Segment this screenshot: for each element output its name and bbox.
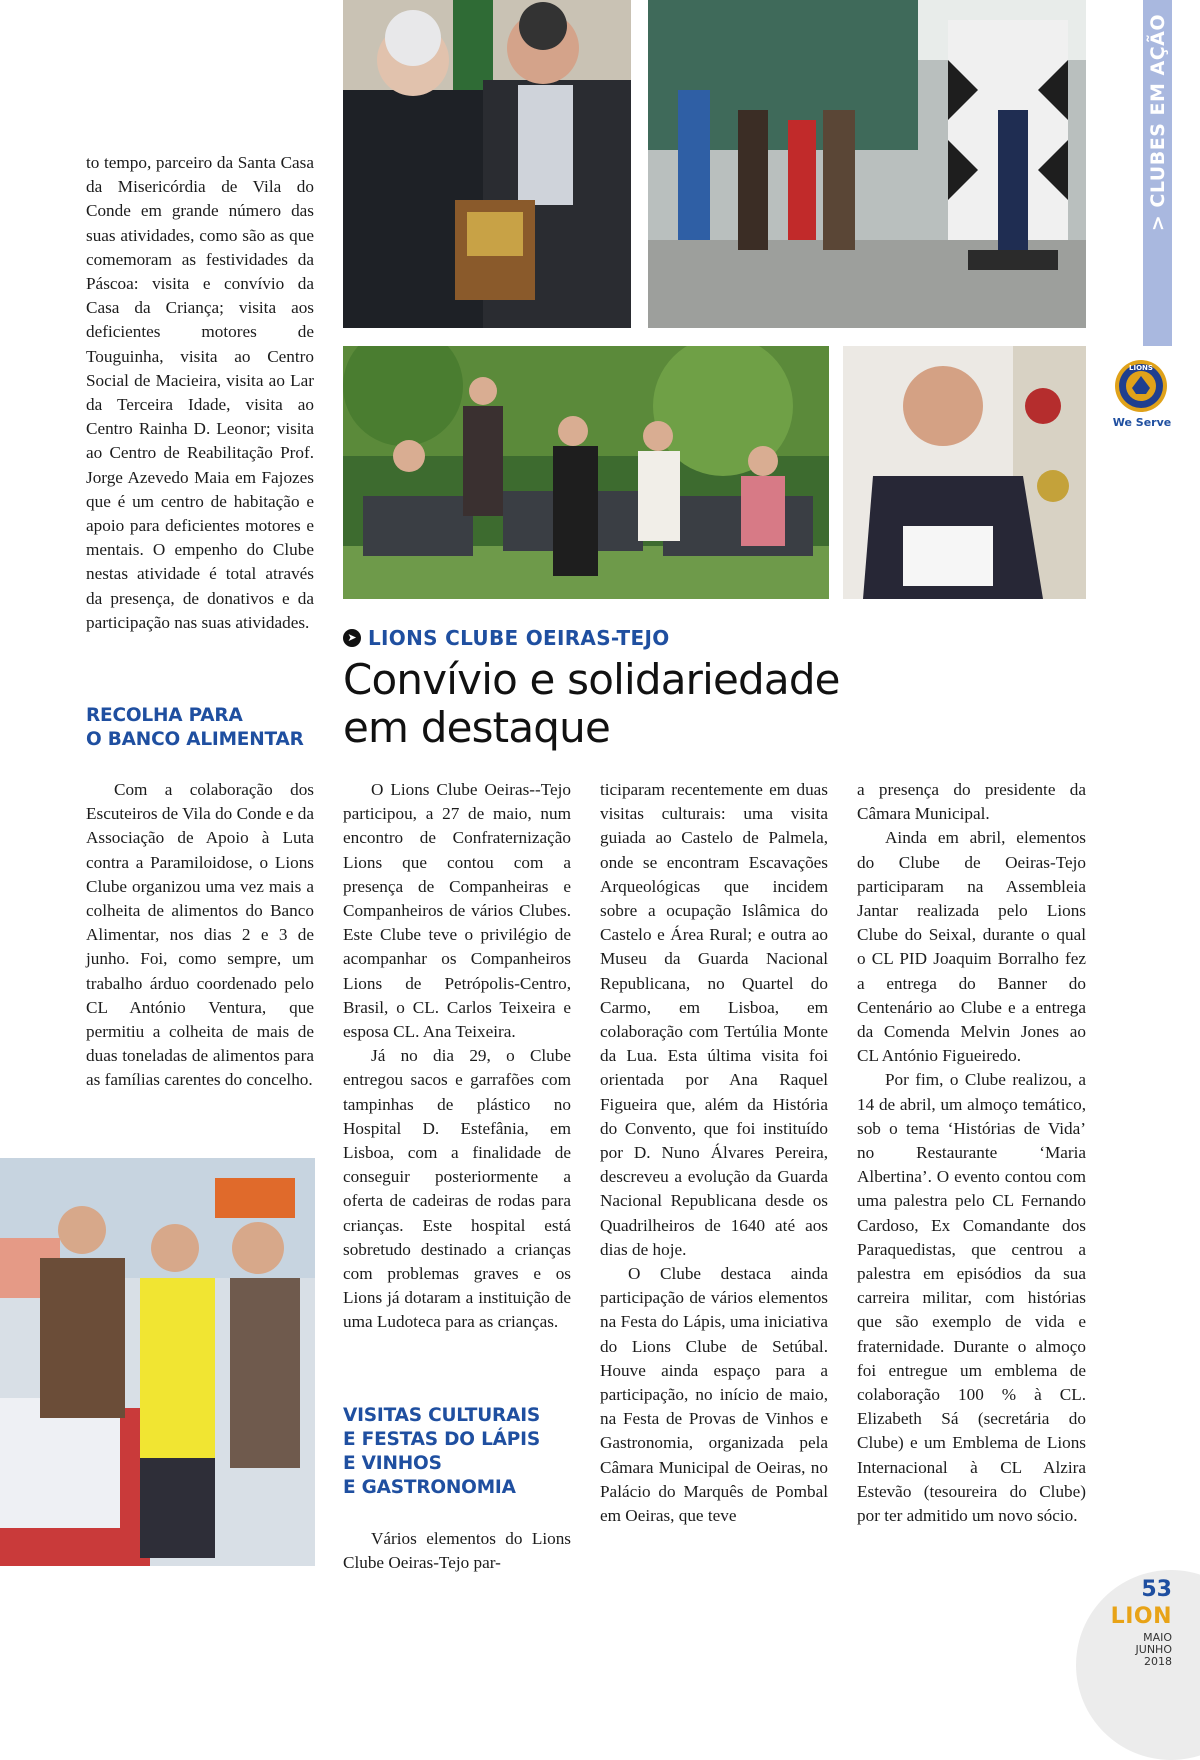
photo-icon <box>0 1158 315 1566</box>
food-bank-paragraph: Com a colaboração dos Escuteiros de Vila do Conde e da Associação de Apoio à Luta contra a Paramiloidose, o Lions Clube organizou uma vez mais a colheita de alimentos do Banco Alimentar, nos dias 2 e 3 de junho. Foi, como sempre, um trabalho árduo coordenado pelo CL António Ventura, que permitiu a colheita de mais de duas toneladas de alimentos para as famílias carentes do concelho. <box>86 780 314 1090</box>
lions-logo-icon <box>1112 358 1170 414</box>
photo-icon <box>648 0 1086 328</box>
speaker-photo <box>843 346 1086 599</box>
garden-meeting-photo <box>343 346 829 599</box>
subheading-line: E VINHOS <box>343 1453 442 1474</box>
issue-month-1: MAIO <box>1143 1631 1172 1644</box>
photo-icon <box>343 346 829 599</box>
article-paragraph: ticiparam recentemente em duas visitas culturais: uma visita guiada ao Castelo de Palmela, onde se encontram Escavações Arqueológicas que incidem sobre a ocupação Islâmica do Castelo e Área Rural; e outra ao Museu da Guarda Nacional Republicana, no Quartel do Carmo, em Lisboa, em colaboração com Tertúlia Monte da Lua. Esta última visita foi orientada por Ana Raquel Figueira que, além da História do Convento, que foi instituído por D. Nuno Álvares Pereira, descreveu a evolução da Guarda Nacional Republicana desde os Quadrilheiros de 1640 até aos dias de hoje. <box>600 780 828 1259</box>
food-bank-subheading-line1: RECOLHA PARA <box>86 705 243 726</box>
article-kicker <box>343 626 670 650</box>
article-paragraph: Ainda em abril, elementos do Clube de Oeiras-Tejo participaram na Assembleia Jantar realizada pelo Lions Clube do Seixal, durante o qual o CL PID Joaquim Borralho fez a entrega do Banner do Centenário ao Clube e a entrega da Comenda Melvin Jones ao CL António Figueiredo. <box>857 828 1086 1066</box>
chevron-right-icon: ➤ <box>343 629 361 647</box>
food-bank-subheading <box>86 704 316 752</box>
guard-museum-visit-photo <box>648 0 1086 328</box>
club-name: LIONS CLUBE OEIRAS-TEJO <box>368 626 670 650</box>
lions-motto: We Serve <box>1112 416 1172 429</box>
food-bank-collection-photo <box>0 1158 315 1566</box>
article-paragraph: Por fim, o Clube realizou, a 14 de abril, um almoço temático, sob o tema ‘Histórias de Vida’ no Restaurante ‘Maria Albertina’. O evento contou com uma palestra pelo CL Fernando Cardoso, Ex Comandante dos Paraquedistas, que centrou a palestra em episódios da sua carreira militar, com histórias que são exemplo de vida e fraternidade. Durante o almoço foi entregue um emblema de colaboração 100 % à CL. Elizabeth Sá (secretária do Clube) e um Emblema de Lions Internacional à CL Alzira Estevão (tesoureira do Clube) por ter admitido um novo sócio. <box>857 1070 1086 1526</box>
issue-year: 2018 <box>1144 1655 1172 1668</box>
article-column-1-continued <box>343 1527 571 1575</box>
article-column-1 <box>343 778 571 1335</box>
headline-line1: Convívio e solidariedade <box>343 655 840 704</box>
article-paragraph: a presença do presidente da Câmara Municipal. <box>857 780 1086 824</box>
cultural-visits-subheading <box>343 1404 573 1500</box>
photo-icon <box>843 346 1086 599</box>
issue-month-2: JUNHO <box>1135 1643 1172 1656</box>
svg-text:LIONS: LIONS <box>1129 364 1153 372</box>
left-column-intro <box>86 151 314 635</box>
photo-icon <box>343 0 631 328</box>
article-headline <box>343 656 843 752</box>
article-column-2 <box>600 778 828 1528</box>
article-paragraph: Vários elementos do Lions Clube Oeiras-Tejo par- <box>343 1529 571 1573</box>
headline-line2: em destaque <box>343 703 611 752</box>
left-column-body <box>86 778 314 1093</box>
magazine-name: LION <box>1110 1604 1172 1629</box>
intro-paragraph: to tempo, parceiro da Santa Casa da Misericórdia de Vila do Conde em grande número das suas atividades, como são as que comemoram as festividades da Páscoa: visita e convívio da Casa da Criança; visita aos deficientes motores de Touguinha, visita ao Centro Social de Macieira, visita ao Lar da Terceira Idade, visita ao Centro Rainha D. Leonor; visita ao Centro de Reabilitação Prof. Jorge Azevedo Maia em Fajozes que é um centro de habitação e apoio para deficientes motores e mentais. O empenho do Clube nestas atividade é total através da presença, de donativos e da participação nas suas atividades. <box>86 153 314 632</box>
food-bank-subheading-line2: O BANCO ALIMENTAR <box>86 729 304 750</box>
article-paragraph: Já no dia 29, o Clube entregou sacos e garrafões com tampinhas de plástico no Hospital D. Estefânia, em Lisboa, com a finalidade de conseguir posteriormente a oferta de cadeiras de rodas para crianças. Este hospital está sobretudo destinado a crianças com problemas graves e os Lions já dotaram a instituição de uma Ludoteca para as crianças. <box>343 1046 571 1332</box>
article-paragraph: O Clube destaca ainda participação de vários elementos na Festa do Lápis, uma iniciativa do Lions Clube de Setúbal. Houve ainda espaço para a participação, no início de maio, na Festa de Provas de Vinhos e Gastronomia, organizada pela Câmara Municipal de Oeiras, no Palácio do Marquês de Pombal em Oeiras, que teve <box>600 1264 828 1526</box>
section-tab-label: > CLUBES EM AÇÃO <box>1147 14 1169 232</box>
article-column-3 <box>857 778 1086 1528</box>
page-number: 53 <box>1141 1577 1172 1602</box>
subheading-line: E FESTAS DO LÁPIS <box>343 1429 540 1450</box>
article-paragraph: O Lions Clube Oeiras--Tejo participou, a 27 de maio, num encontro de Confraternização Lions que contou com a presença de Companheiras e Companheiros de vários Clubes. Este Clube teve o privilégio de acompanhar os Companheiros Lions de Petrópolis-Centro, Brasil, o CL. Carlos Teixeira e esposa CL. Ana Teixeira. <box>343 780 571 1042</box>
plaque-presentation-photo <box>343 0 631 328</box>
subheading-line: VISITAS CULTURAIS <box>343 1405 541 1426</box>
subheading-line: E GASTRONOMIA <box>343 1477 516 1498</box>
issue-date <box>1112 1632 1172 1668</box>
